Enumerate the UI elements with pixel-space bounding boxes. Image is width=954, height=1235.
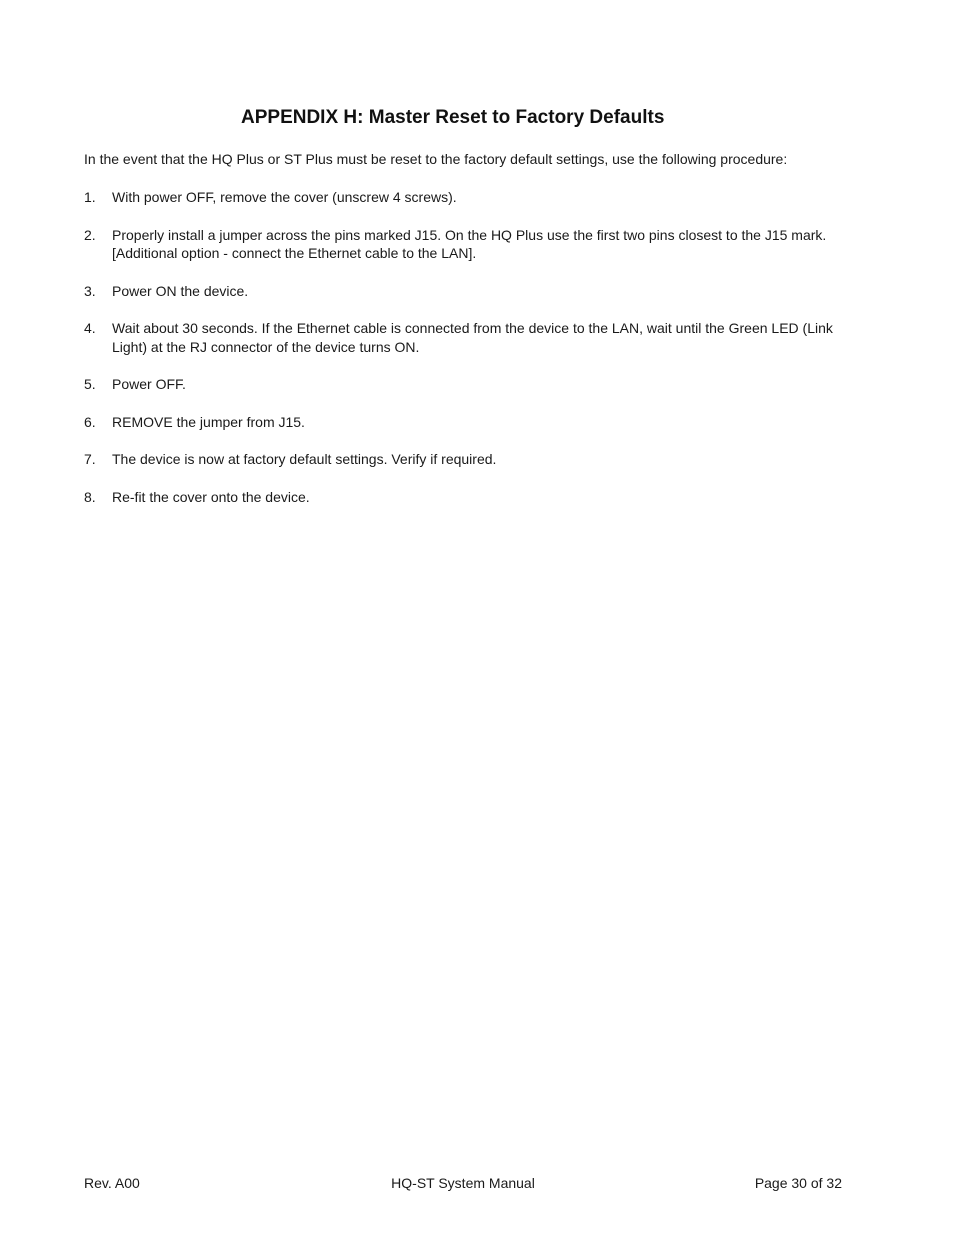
- procedure-step-1: [84, 188, 864, 207]
- step-number: 6.: [84, 413, 96, 430]
- procedure-step-6: [84, 413, 864, 432]
- procedure-step-7: [84, 450, 864, 469]
- footer-page-number: Page 30 of 32: [754, 1175, 842, 1191]
- step-text: Properly install a jumper across the pins marked J15. On the HQ Plus use the first two pins closest to the J15 mark. [Additional option - connect the Ethernet cable to the LAN].: [112, 226, 827, 261]
- step-text: The device is now at factory default settings. Verify if required.: [112, 451, 497, 467]
- procedure-step-2: [84, 226, 864, 263]
- step-text: Power ON the device.: [112, 282, 249, 299]
- procedure-step-5: [84, 375, 864, 394]
- intro-paragraph: In the event that the HQ Plus or ST Plus must be reset to the factory default settings, use the following procedure:: [84, 151, 788, 167]
- step-number: 7.: [84, 451, 96, 467]
- step-text: Wait about 30 seconds. If the Ethernet cable is connected from the device to the LAN, wait until the Green LED (Link Light) at the RJ connector of the device turns ON.: [112, 320, 833, 355]
- page-title: APPENDIX H: Master Reset to Factory Defaults: [241, 107, 665, 128]
- step-text: With power OFF, remove the cover (unscrew 4 screws).: [112, 189, 457, 205]
- page-footer: [84, 1174, 842, 1194]
- footer-revision: Rev. A00: [84, 1175, 140, 1191]
- footer-document-name: HQ-ST System Manual: [391, 1175, 535, 1191]
- procedure-steps-list: [84, 188, 864, 525]
- step-number: 2.: [84, 226, 96, 243]
- procedure-step-8: [84, 488, 864, 507]
- step-text: REMOVE the jumper from J15.: [112, 413, 305, 430]
- step-text: Power OFF.: [112, 376, 186, 392]
- step-number: 4.: [84, 320, 96, 336]
- step-number: 3.: [84, 282, 96, 299]
- step-number: 8.: [84, 488, 96, 505]
- step-text: Re-fit the cover onto the device.: [112, 488, 310, 505]
- step-number: 5.: [84, 376, 96, 392]
- procedure-step-3: [84, 282, 864, 301]
- procedure-step-4: [84, 319, 864, 356]
- step-number: 1.: [84, 189, 96, 205]
